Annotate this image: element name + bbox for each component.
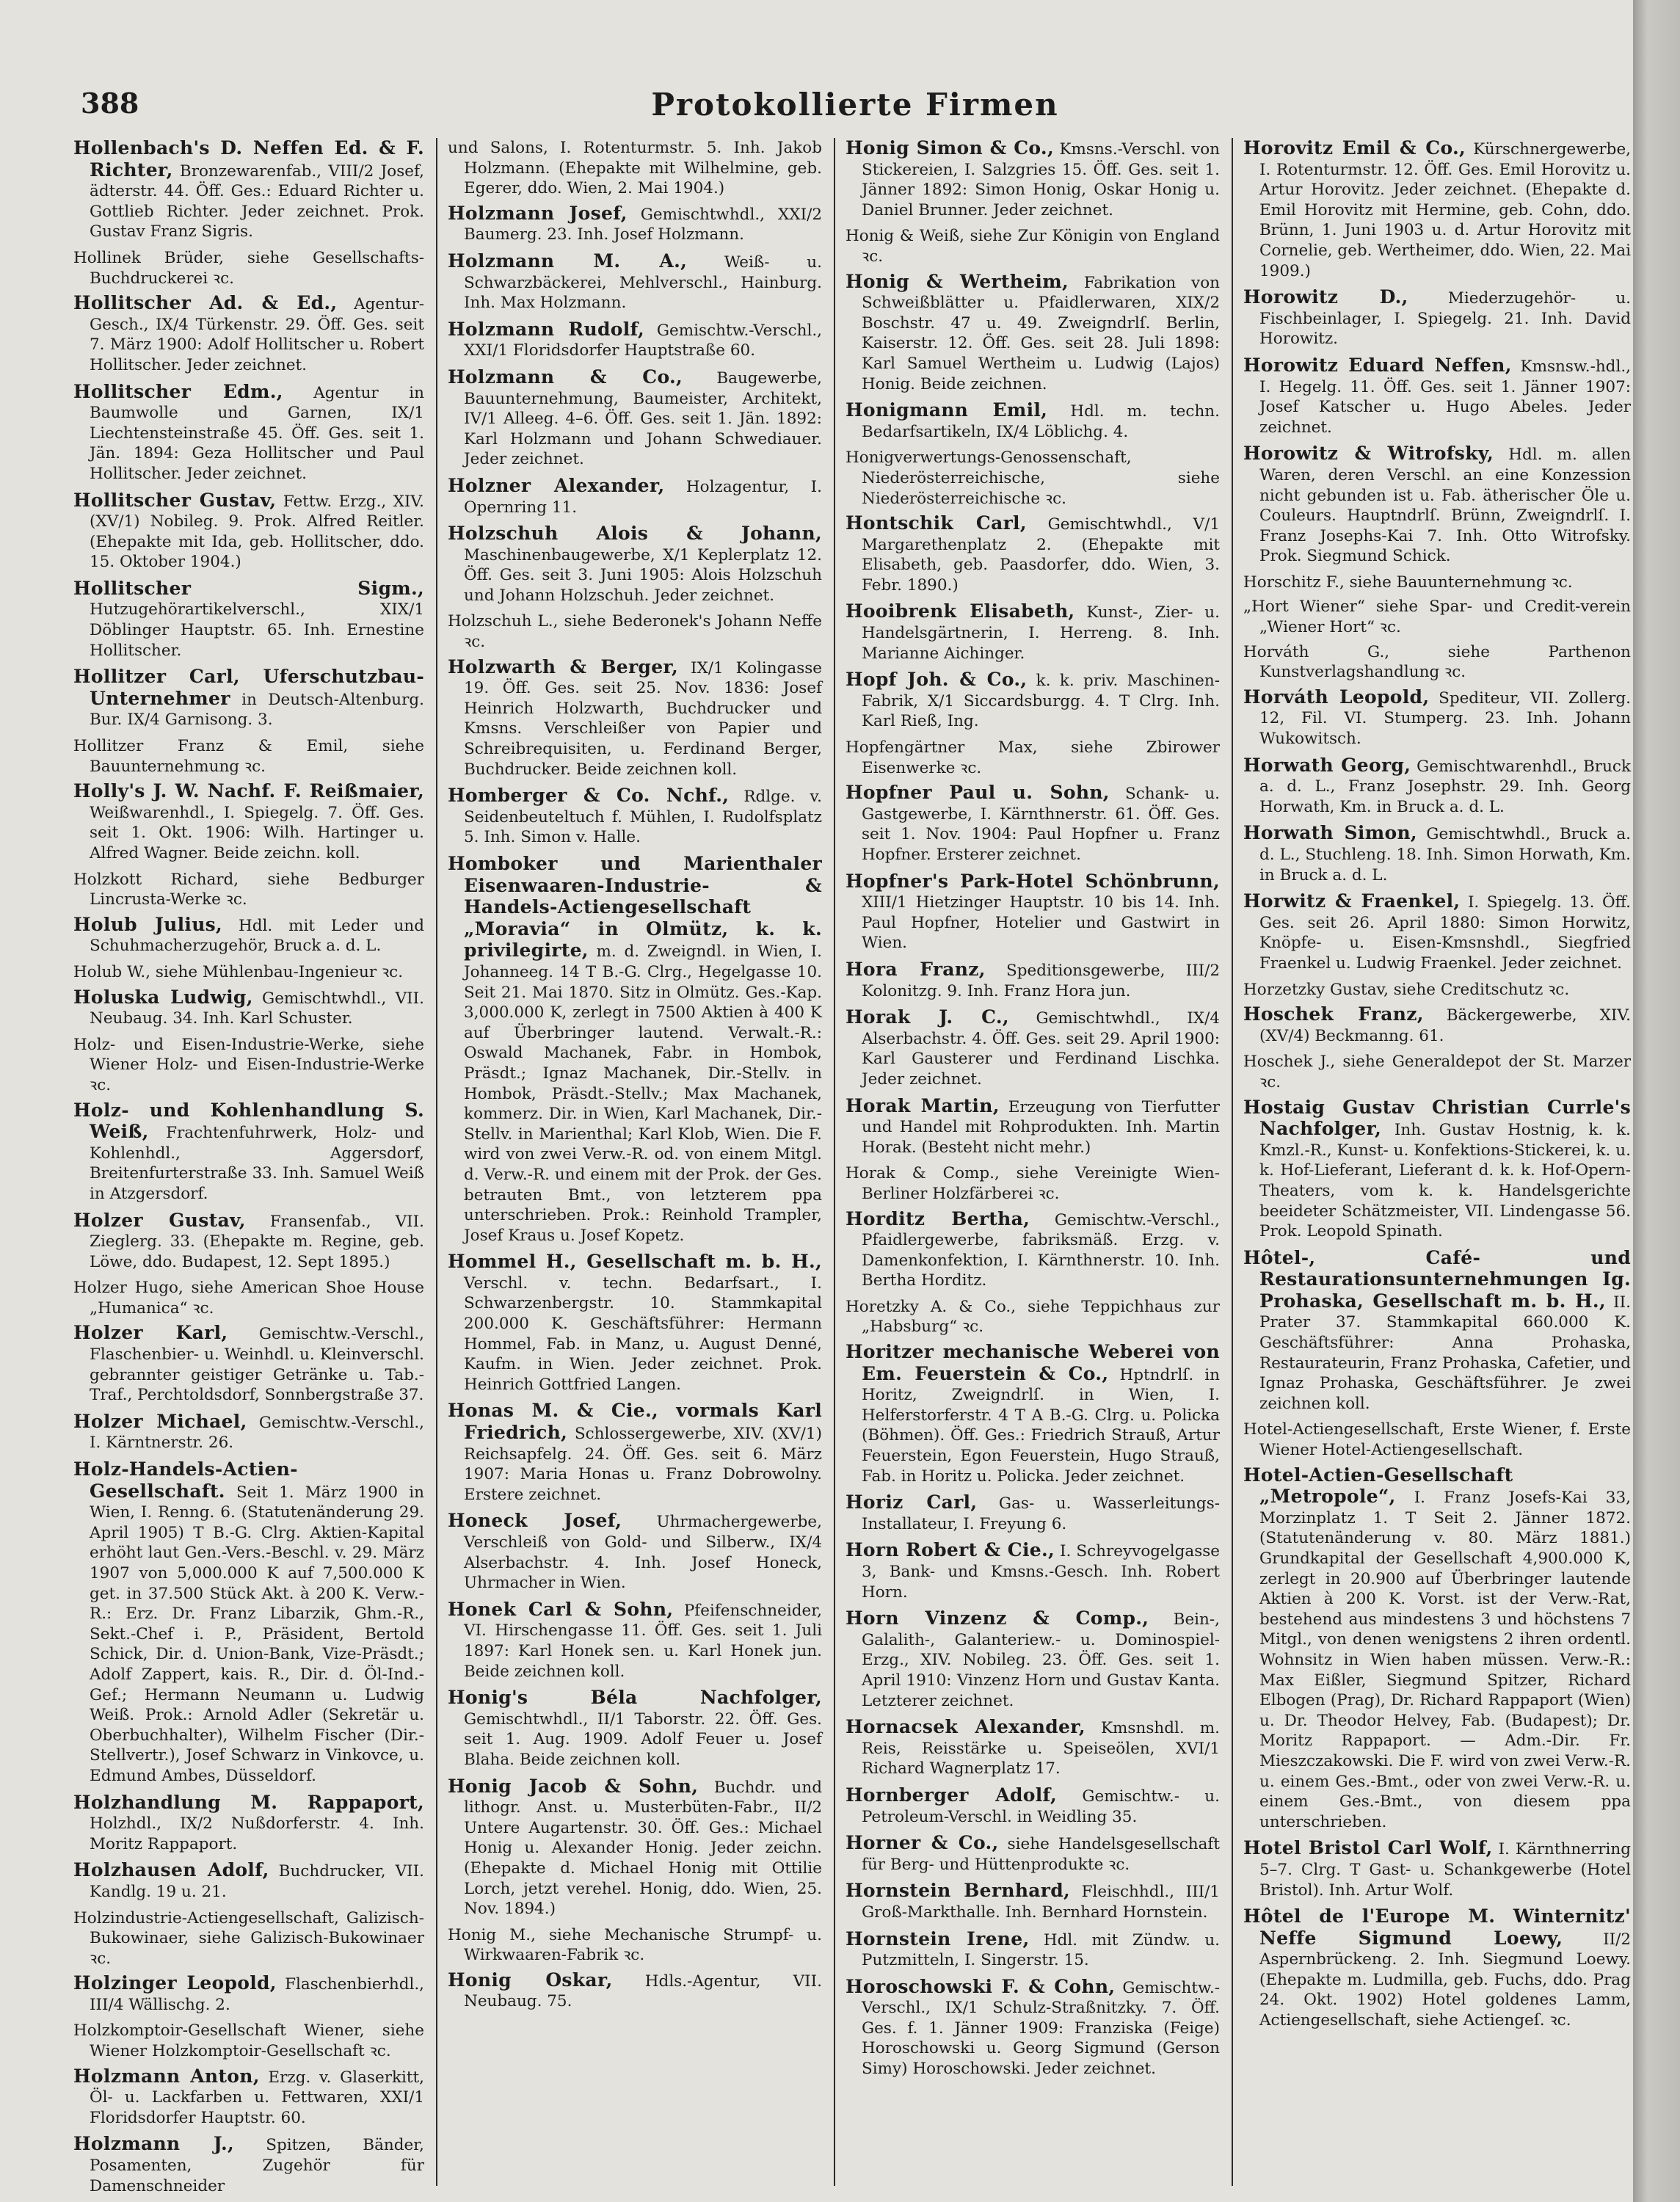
- directory-entry: [846, 601, 1220, 664]
- directory-entry: [448, 1925, 822, 1966]
- firm-name: Hornstein Bernhard,: [846, 1880, 1071, 1902]
- page-title: Protokollierte Firmen: [651, 87, 1059, 123]
- firm-name: Homberger & Co. Nchf.,: [448, 785, 730, 807]
- directory-entry: [846, 1608, 1220, 1711]
- directory-entry: [846, 1785, 1220, 1827]
- entry-text: Holzkott Richard, siehe Bedburger Lincrusta-Werke ꝛc.: [73, 870, 424, 909]
- entry-text: Agentur-Gesch., IX/4 Türkenstr. 29. Öff. Ges. seit 7. März 1900: Adolf Hollitscher u. Robert Hollitscher. Jeder zeichnet.: [90, 295, 424, 374]
- entry-text: Holzagentur, I. Opernring 11.: [464, 477, 822, 517]
- entry-text: Fransenfab., VII. Zieglerg. 33. (Ehepakte m. Regine, geb. Löwe, ddo. Budapest, 12. Sept 1895.): [90, 1212, 424, 1271]
- directory-entry: [846, 1977, 1220, 2079]
- firm-name: Holly's J. W. Nachf. F. Reißmaier,: [73, 780, 424, 802]
- entry-text: Holzindustrie-Actiengesellschaft, Galizisch-Bukowinaer, siehe Galizisch-Bukowinaer ꝛc.: [73, 1908, 424, 1968]
- directory-entry: [1243, 355, 1631, 437]
- firm-name: Horwitz & Fraenkel,: [1243, 890, 1461, 912]
- directory-entry: [73, 736, 424, 777]
- entry-text: m. d. Zweigndl. in Wien, I. Johanneeg. 14 T B.-G. Clrg., Hegelgasse 10. Seit 21. Mai 1870. Sitz in Olmütz. Ges.-Kap. 3,000.000 K, zerlegt in 7500 Aktien à 400 K auf Überbringer lautend. Verwalt.-R.: Oswald Machanek, Fabr. in Hombok, Präsdt.; Ignaz Machanek, Dir.-Stellv. in Hombok, Präsdt.-Stellv.; Max Machanek, kommerz. Dir. in Wien, Karl Machanek, Dir.-Stellv. in Marienthal; Karl Klob, Wien. Die F. wird von zwei Verw.-R. od. von einem Mitgl. d. Verw.-R. und einem mit der Prok. der Ges. betrauten Bmt., von letzterem ppa unterschrieben. Prok.: Reinhold Trampler, Josef Kraus u. Josef Kopetz.: [464, 942, 822, 1245]
- directory-entry: [846, 1540, 1220, 1602]
- directory-entry: [1243, 138, 1631, 281]
- firm-name: Hôtel-, Café- und Restaurationsunternehmungen Ig. Prohaska, Gesellschaft m. b. H.,: [1243, 1246, 1631, 1312]
- directory-entry: [73, 2021, 424, 2061]
- directory-entry: [73, 1860, 424, 1902]
- entry-text: Holzhdl., IX/2 Nußdorferstr. 4. Inh. Moritz Rappaport.: [90, 1814, 424, 1853]
- firm-name: Hollitscher Gustav,: [73, 489, 277, 511]
- firm-name: Hôtel de l'Europe M. Winternitz' Neffe Sigmund Loewy,: [1243, 1905, 1631, 1949]
- entry-text: siehe Handelsgesellschaft für Berg- und Hüttenprodukte ꝛc.: [862, 1835, 1220, 1874]
- entry-text: Schank- u. Gastgewerbe, I. Kärnthnerstr. 61. Öff. Ges. seit 1. Nov. 1904: Paul Hopfner u. Franz Hopfner. Ersterer zeichnet.: [862, 785, 1221, 864]
- directory-entry: [846, 138, 1220, 220]
- entry-text: Holzschuh L., siehe Bederonek's Johann Neffe ꝛc.: [448, 612, 822, 652]
- firm-name: Hooibrenk Elisabeth,: [846, 600, 1075, 622]
- directory-entry: [73, 1210, 424, 1273]
- firm-name: Honig & Wertheim,: [846, 270, 1069, 292]
- directory-entry: [1243, 755, 1631, 818]
- entry-text: Gemischtwhdl., IX/4 Alserbachstr. 4. Öff. Ges. seit 29. April 1900: Karl Gausterer und Ferdinand Lischka. Jeder zeichnet.: [862, 1009, 1220, 1089]
- entry-text: Hdls.-Agentur, VII. Neubaug. 75.: [464, 1972, 822, 2011]
- entry-text: Maschinenbaugewerbe, X/1 Keplerplatz 12. Öff. Ges. seit 3. Juni 1905: Alois Holzschuh und Johann Holzschuh. Jeder zeichnet.: [464, 545, 822, 605]
- directory-entry: [1243, 1097, 1631, 1242]
- entry-text: Bronzewarenfab., VIII/2 Josef, ädterstr. 44. Öff. Ges.: Eduard Richter u. Gottlieb Richter. Jeder zeichnet. Prok. Gustav Franz Sigris.: [90, 161, 424, 241]
- directory-entry: [1243, 891, 1631, 973]
- entry-text: I. Kärnthnerring 5–7. Clrg. T Gast- u. Schankgewerbe (Hotel Bristol). Inh. Artur Wolf.: [1259, 1840, 1631, 1900]
- firm-name: Horiz Carl,: [846, 1491, 978, 1514]
- entry-text: Fabrikation von Schweißblätter u. Pfaidlerwaren, XIX/2 Boschstr. 47 u. 49. Zweigndrlſ. Berlin, Kaiserstr. 12. Öff. Ges. seit 28. Juli 1898: Karl Samuel Wertheim u. Ludwig (Lajos) Honig. Beide zeichnen.: [862, 273, 1220, 393]
- directory-entry: [448, 657, 822, 780]
- firm-name: Horn Vinzenz & Comp.,: [846, 1607, 1149, 1629]
- entry-text: Gemischtw.-Verschl., Pfaidlergewerbe, fabriksmäß. Erzg. v. Damenkonfektion, I. Kärnthnerstr. 10. Inh. Bertha Horditz.: [862, 1210, 1220, 1290]
- directory-entry: [1243, 597, 1631, 637]
- entry-text: Hoschek J., siehe Generaldepot der St. Marzer ꝛc.: [1243, 1053, 1631, 1091]
- entry-text: Horváth G., siehe Parthenon Kunstverlagshandlung ꝛc.: [1243, 642, 1631, 682]
- directory-entry: [846, 871, 1220, 953]
- firm-name: Horak Martin,: [846, 1094, 1000, 1116]
- entry-text: Gemischtw.-Verschl., IX/1 Schulz-Straßnitzky. 7. Öff. Ges. f. 1. Jänner 1909: Franziska (Feige) Horoschowski u. Georg Sigmund (Gerson Simy) Horoschowski. Jeder zeichnet.: [862, 1978, 1220, 2079]
- directory-entry: [1243, 1052, 1631, 1092]
- page-number: 388: [81, 87, 139, 120]
- firm-name: Horoschowski F. & Cohn,: [846, 1975, 1116, 1997]
- column-rule: [436, 138, 437, 2186]
- entry-text: Rdlge. v. Seidenbeuteltuch f. Mühlen, I. Rudolfsplatz 5. Inh. Simon v. Halle.: [464, 788, 822, 847]
- entry-text: Hdl. m. techn. Bedarfsartikeln, IX/4 Löblichg. 4.: [862, 402, 1220, 441]
- entry-text: Flaschenbierhdl., III/4 Wällischg. 2.: [90, 1975, 424, 2014]
- entry-text: I. Schreyvogelgasse 3, Bank- und Kmsns.-Gesch. Inh. Robert Horn.: [862, 1542, 1220, 1602]
- entry-text: Verschl. v. techn. Bedarfsart., I. Schwarzenbergstr. 10. Stammkapital 200.000 K. Geschäftsführer: Hermann Hommel, Fab. in Manz, u. August Denné, Kaufm. in Wien. Jeder zeichnet. Prok. Heinrich Gottfried Langen.: [464, 1273, 822, 1394]
- entry-text: XIII/1 Hietzinger Hauptstr. 10 bis 14. Inh. Paul Hopfner, Hotelier und Gastwirt in Wien.: [862, 893, 1220, 953]
- entry-text: II/2 Aspernbrückeng. 2. Inh. Siegmund Loewy. (Ehepakte m. Ludmilla, geb. Fuchs, ddo. Prag 24. Okt. 1902) Hotel goldenes Lamm, Actiengesellschaft, siehe Actiengeſ. ꝛc.: [1259, 1930, 1631, 2030]
- directory-entry: [73, 962, 424, 983]
- firm-name: Hornberger Adolf,: [846, 1784, 1057, 1806]
- firm-name: Hollitscher Ad. & Ed.,: [73, 292, 338, 314]
- firm-name: Horváth Leopold,: [1243, 686, 1430, 708]
- entry-text: Gemischtwhdl., XXI/2 Baumerg. 23. Inh. Josef Holzmann.: [464, 205, 822, 244]
- entry-text: Fettw. Erzg., XIV. (XV/1) Nobileg. 9. Prok. Alfred Reitler. (Ehepakte mit Ida, geb. Hollitscher, ddo. 15. Oktober 1904.): [90, 492, 424, 572]
- entry-text: Gemischtw.- u. Petroleum-Verschl. in Weidling 35.: [862, 1787, 1220, 1826]
- firm-name: Holzmann Anton,: [73, 2065, 260, 2087]
- directory-entry: [846, 226, 1220, 266]
- firm-name: Hotel-Actien-Gesellschaft „Metropole“,: [1243, 1464, 1513, 1508]
- directory-entry: [1243, 443, 1631, 567]
- entry-text: Horschitz F., siehe Bauunternehmung ꝛc.: [1243, 573, 1573, 592]
- entry-text: Erzg. v. Glaserkitt, Öl- u. Lackfarben u. Fettwaren, XXI/1 Floridsdorfer Hauptstr. 60.: [90, 2068, 424, 2127]
- column-3: [846, 138, 1220, 2186]
- entry-text: Speditionsgewerbe, III/2 Kolonitzg. 9. Inh. Franz Hora jun.: [862, 961, 1220, 1000]
- entry-text: Gemischtwhdl., V/1 Margarethenplatz 2. (Ehepakte mit Elisabeth, geb. Paasdorfer, ddo. Wien, 3. Febr. 1890.): [862, 515, 1220, 595]
- page-header: [81, 87, 1629, 131]
- entry-text: Hdl. m. allen Waren, deren Verschl. an eine Konzession nicht gebunden ist u. Fab. ätherischer Öle u. Couleurs. Hauptndrlſ. Brünn, Zweigndrlſ. I. Franz Josephs-Kai 7. Inh. Otto Witrofsky. Prok. Siegmund Schick.: [1259, 446, 1631, 566]
- firm-name: Honigmann Emil,: [846, 399, 1048, 421]
- firm-name: Hopfner's Park-Hotel Schönbrunn,: [846, 870, 1220, 892]
- directory-entry: [846, 1096, 1220, 1158]
- firm-name: Hornacsek Alexander,: [846, 1716, 1086, 1738]
- directory-entry: [73, 1973, 424, 2015]
- entry-text: Gemischtw.-Verschl., XXI/1 Floridsdorfer Hauptstraße 60.: [464, 321, 823, 360]
- directory-entry: [448, 1251, 822, 1395]
- firm-name: Holzhausen Adolf,: [73, 1859, 269, 1881]
- firm-name: Horowitz Eduard Neffen,: [1243, 354, 1512, 376]
- firm-name: Hostaig Gustav Christian Currle's Nachfolger,: [1243, 1096, 1631, 1140]
- directory-entry: [73, 578, 424, 661]
- firm-name: Hornstein Irene,: [846, 1927, 1030, 1950]
- column-1: [73, 137, 425, 2195]
- directory-entry: [846, 669, 1220, 732]
- entry-text: Hdl. mit Zündw. u. Putzmitteln, I. Singerstr. 15.: [862, 1930, 1220, 1970]
- directory-entry: [846, 738, 1220, 778]
- firm-name: Hontschik Carl,: [846, 512, 1027, 534]
- directory-entry: [448, 203, 822, 245]
- entry-text: Kmsnshdl. m. Reis, Reisstärke u. Speiseölen, XVI/1 Richard Wagnerplatz 17.: [862, 1719, 1221, 1778]
- entry-text: Honig & Weiß, siehe Zur Königin von England ꝛc.: [846, 227, 1220, 266]
- directory-entry: [1243, 1248, 1631, 1414]
- entry-text: Gemischtwhdl., VII. Neubaug. 34. Inh. Karl Schuster.: [90, 989, 424, 1028]
- directory-entry: [1243, 1004, 1631, 1046]
- entry-text: Gas- u. Wasserleitungs-Installateur, I. Freyung 6.: [862, 1494, 1220, 1533]
- entry-text: Buchdrucker, VII. Kandlg. 19 u. 21.: [90, 1862, 425, 1901]
- directory-entry: [1243, 642, 1631, 683]
- firm-name: Hopf Joh. & Co.,: [846, 669, 1028, 691]
- directory-entry: [448, 523, 822, 606]
- entry-text: Erzeugung von Tierfutter und Handel mit Rohprodukten. Inh. Martin Horak. (Besteht nicht mehr.): [862, 1097, 1220, 1157]
- firm-name: Horner & Co.,: [846, 1832, 999, 1854]
- directory-entry: [448, 319, 822, 361]
- directory-entry: [846, 1209, 1220, 1291]
- firm-name: Holzhandlung M. Rappaport,: [73, 1791, 424, 1813]
- directory-entry: [73, 382, 424, 484]
- directory-entry: [448, 1599, 822, 1682]
- directory-entry: [73, 666, 424, 730]
- entry-text: Baugewerbe, Bauunternehmung, Baumeister, Architekt, IV/1 Alleeg. 4–6. Öff. Ges. seit 1. Jän. 1892: Karl Holzmann und Johann Schwediauer. Jeder zeichnet.: [464, 368, 823, 469]
- directory-entry: [73, 1411, 424, 1453]
- entry-text: Hptndrlſ. in Horitz, Zweigndrlſ. in Wien, I. Helferstorferstr. 4 T A B.-G. Clrg. u. Policka (Böhmen). Öff. Ges.: Friedrich Strauß, Artur Feuerstein, Egon Feuerstein, Hugo Strauß, Fab. in Horitz u. Policka. Jeder zeichnet.: [862, 1365, 1220, 1486]
- firm-name: Hora Franz,: [846, 958, 986, 980]
- entry-text: Gemischtw.-Verschl., I. Kärntnerstr. 26.: [90, 1413, 424, 1453]
- directory-entry: [1243, 687, 1631, 749]
- entry-text: Uhrmachergewerbe, Verschleiß von Gold- und Silberw., IX/4 Alserbachstr. 4. Inh. Josef Honeck, Uhrmacher in Wien.: [464, 1513, 822, 1593]
- entry-text: Hotel-Actiengesellschaft, Erste Wiener, f. Erste Wiener Hotel-Actiengesellschaft.: [1243, 1420, 1631, 1460]
- entry-text: Kürschnergewerbe, I. Rotenturmstr. 12. Öff. Ges. Emil Horovitz u. Artur Horovitz. Jeder zeichnet. (Ehepakte d. Emil Horovitz mit Hermine, geb. Cohn, ddo. Brünn, 1. Juni 1903 u. d. Artur Horovitz mit Cornelie, geb. Wertheimer, ddo. Wien, 22. Mai 1909.): [1259, 140, 1632, 280]
- directory-entry: [1243, 573, 1631, 593]
- entry-text: II. Prater 37. Stammkapital 660.000 K. Geschäftsführer: Anna Prohaska, Restaurateurin, Franz Prohaska, Cafetier, und Ignaz Prohaska, Geschäftsführer. Je zwei zeichnen koll.: [1259, 1293, 1631, 1413]
- entry-text: Hopfengärtner Max, siehe Zbirower Eisenwerke ꝛc.: [846, 738, 1220, 777]
- firm-name: Hoschek Franz,: [1243, 1003, 1424, 1025]
- entry-text: Frachtenfuhrwerk, Holz- und Kohlenhdl., Aggersdorf, Breitenfurterstraße 33. Inh. Samuel Weiß in Atzgersdorf.: [90, 1124, 424, 1203]
- entry-text: Inh. Gustav Hostnig, k. k. Kmzl.-R., Kunst- u. Konfektions-Stickerei, k. u. k. Hof-Lieferant, Lieferant d. k. k. Hof-Opern-Theaters, vom k. k. Handelsgerichte beeideter Schätzmeister, VII. Lindengasse 56. Prok. Leopold Spinath.: [1259, 1121, 1631, 1241]
- firm-name: Horowitz D.,: [1243, 286, 1408, 308]
- firm-name: Honas M. & Cie., vormals Karl Friedrich,: [448, 1400, 822, 1444]
- directory-entry: [448, 785, 822, 848]
- entry-text: Holub W., siehe Mühlenbau-Ingenieur ꝛc.: [73, 962, 404, 981]
- firm-name: Holzer Gustav,: [73, 1209, 246, 1231]
- directory-entry: [448, 367, 822, 470]
- directory-entry: [73, 1908, 424, 1969]
- directory-entry: [448, 1687, 822, 1770]
- column-rule: [1232, 138, 1233, 2186]
- directory-entry: [448, 1511, 822, 1593]
- directory-entry: [846, 782, 1220, 865]
- directory-entry: [846, 448, 1220, 509]
- directory-entry: [846, 1007, 1220, 1089]
- firm-name: Holzmann & Co.,: [448, 366, 683, 388]
- firm-name: Hotel Bristol Carl Wolf,: [1243, 1837, 1493, 1859]
- directory-entry: [73, 1035, 424, 1096]
- directory-entry: [73, 2134, 424, 2196]
- directory-entry: [846, 1929, 1220, 1971]
- firm-name: Holzmann M. A.,: [448, 250, 688, 272]
- directory-entry: [73, 248, 424, 288]
- directory-entry: [846, 272, 1220, 395]
- column-4: [1243, 138, 1631, 2186]
- entry-text: Horzetzky Gustav, siehe Creditschutz ꝛc.: [1243, 980, 1570, 999]
- directory-entry: [846, 959, 1220, 1001]
- firm-name: Hollenbach's D. Neffen Ed. & F. Richter,: [73, 137, 424, 181]
- firm-name: Holzwarth & Berger,: [448, 655, 679, 677]
- directory-entry: [448, 854, 822, 1246]
- entry-text: in Deutsch-Altenburg. Bur. IX/4 Garnisong. 3.: [90, 690, 424, 730]
- entry-text: Gemischtwhdl., II/1 Taborstr. 22. Öff. Ges. seit 1. Aug. 1909. Adolf Feuer u. Josef Blaha. Beide zeichnen koll.: [464, 1709, 822, 1769]
- firm-name: Horn Robert & Cie.,: [846, 1539, 1055, 1561]
- directory-entry: [73, 915, 424, 956]
- directory-entry: [73, 2066, 424, 2129]
- firm-name: Homboker und Marienthaler Eisenwaaren-Industrie- & Handels-Actiengesellschaft „Moravia“ in Olmütz, k. k. privilegirte,: [448, 853, 822, 962]
- firm-name: Honeck Josef,: [448, 1510, 622, 1532]
- directory-entry: [73, 1278, 424, 1318]
- entry-text: I. Franz Josefs-Kai 33, Morzinplatz 1. T Seit 2. Jänner 1872. (Statutenänderung v. 80. März 1881.) Grundkapital der Gesellschaft 4,900.000 K, zerlegt in 20.900 auf Überbringer lautende Aktien à 200 K. Vorst. ist der Verw.-Rat, bestehend aus mindestens 3 und höchstens 7 Mitgl., von denen wenigstens 2 ihren ordentl. Wohnsitz in Wien haben müssen. Verw.-R.: Max Eißler, Siegmund Spitzer, Richard Elbogen (Prag), Dr. Richard Rappaport (Wien) u. Dr. Theodor Helvey, Fab. (Budapest); Dr. Moritz Rappaport. — Adm.-Dir. Fr. Mieszczakowski. Die F. wird von zwei Verw.-R. u. einem Ges.-Bmt., oder von zwei Verw.-R. u. einem Ges.-Bmt., von diesem ppa unterschrieben.: [1259, 1489, 1631, 1831]
- firm-name: Horwath Simon,: [1243, 822, 1417, 844]
- directory-entry: [846, 400, 1220, 442]
- directory-entry: [73, 138, 424, 242]
- directory-entry: [1243, 1838, 1631, 1900]
- entry-text: Fleischhdl., III/1 Groß-Markthalle. Inh. Bernhard Hornstein.: [862, 1883, 1220, 1922]
- firm-name: Holzer Karl,: [73, 1322, 228, 1344]
- firm-name: Honek Carl & Sohn,: [448, 1598, 674, 1620]
- directory-entry: [1243, 1420, 1631, 1460]
- directory-entry: [73, 293, 424, 375]
- entry-text: Honigverwertungs-Genossenschaft, Niederösterreichische, siehe Niederösterreichische ꝛc.: [846, 448, 1220, 508]
- entry-text: Kmsns.-Verschl. von Stickereien, I. Salzgries 15. Öff. Ges. seit 1. Jänner 1892: Simon Honig, Oskar Honig u. Daniel Brunner. Jeder zeichnet.: [862, 140, 1220, 219]
- column-2: [448, 138, 822, 2186]
- entry-text: Spitzen, Bänder, Posamenten, Zugehör für Damenschneider: [90, 2136, 425, 2195]
- firm-name: Hommel H., Gesellschaft m. b. H.,: [448, 1251, 822, 1273]
- firm-name: Holub Julius,: [73, 913, 223, 935]
- directory-entry: [73, 1459, 424, 1787]
- directory-entry: [73, 870, 424, 910]
- directory-entry: [73, 781, 424, 863]
- firm-name: Holuska Ludwig,: [73, 986, 253, 1008]
- directory-entry: [1243, 980, 1631, 1000]
- page-edge-shadow: [1633, 0, 1680, 2202]
- firm-name: Honig Oskar,: [448, 1969, 613, 1991]
- firm-name: Holzer Michael,: [73, 1410, 247, 1432]
- directory-entry: [73, 1792, 424, 1855]
- entry-text: Hollinek Brüder, siehe Gesellschafts-Buchdruckerei ꝛc.: [73, 248, 424, 288]
- firm-name: Holzinger Leopold,: [73, 1972, 277, 1994]
- entry-text: Kunst-, Zier- u. Handelsgärtnerin, I. Herreng. 8. Inh. Marianne Aichinger.: [862, 603, 1220, 663]
- firm-name: Holzmann J.,: [73, 2133, 235, 2155]
- firm-name: Horak J. C.,: [846, 1006, 1009, 1028]
- directory-entry: [846, 1297, 1220, 1337]
- directory-entry: [448, 476, 822, 517]
- directory-entry: [1243, 287, 1631, 349]
- firm-name: Horovitz Emil & Co.,: [1243, 137, 1466, 159]
- entry-text: Miederzugehör- u. Fischbeinlager, I. Spiegelg. 21. Inh. David Horowitz.: [1259, 289, 1631, 349]
- directory-columns: [73, 137, 1632, 2195]
- directory-entry: [73, 987, 424, 1029]
- directory-entry: [1243, 1906, 1631, 2031]
- entry-text: Hdl. mit Leder und Schuhmacherzugehör, Bruck a. d. L.: [90, 916, 425, 956]
- directory-entry: [846, 1492, 1220, 1534]
- firm-name: Hollitscher Sigm.,: [73, 577, 424, 599]
- firm-name: Horwath Georg,: [1243, 754, 1411, 776]
- entry-text: Holzer Hugo, siehe American Shoe House „Humanica“ ꝛc.: [73, 1279, 424, 1318]
- entry-text: Honig M., siehe Mechanische Strumpf- u. Wirkwaaren-Fabrik ꝛc.: [448, 1925, 822, 1965]
- entry-text: Horetzky A. & Co., siehe Teppichhaus zur „Habsburg“ ꝛc.: [846, 1297, 1220, 1337]
- entry-text: I. Spiegelg. 13. Öff. Ges. seit 26. April 1880: Simon Horwitz, Knöpfe- u. Eisen-Kmsnshdl., Siegfried Fraenkel u. Ludwig Fraenkel. Jeder zeichnet.: [1259, 893, 1631, 973]
- entry-text: Holz- und Eisen-Industrie-Werke, siehe Wiener Holz- und Eisen-Industrie-Werke ꝛc.: [73, 1035, 424, 1094]
- firm-name: Hopfner Paul u. Sohn,: [846, 782, 1110, 804]
- entry-text: IX/1 Kolingasse 19. Öff. Ges. seit 25. Nov. 1836: Josef Heinrich Holzwarth, Buchdrucker und Kmsns. Verschleißer von Papier und Schreibrequisiten, u. Ferdinand Berger, Buchdrucker. Beide zeichnen koll.: [464, 658, 823, 779]
- directory-entry: [448, 251, 822, 313]
- entry-text: und Salons, I. Rotenturmstr. 5. Inh. Jakob Holzmann. (Ehepakte mit Wilhelmine, geb. Egerer, ddo. Wien, 2. Mai 1904.): [448, 139, 822, 198]
- entry-text: Bein-, Galalith-, Galanteriew.- u. Dominospiel-Erzg., XIV. Nobileg. 23. Öff. Ges. seit 1. April 1910: Vinzenz Horn und Gustav Kanta. Letzterer zeichnet.: [862, 1610, 1220, 1710]
- directory-entry: [1243, 1465, 1631, 1833]
- entry-text: Gemischtwarenhdl., Bruck a. d. L., Franz Josephstr. 29. Inh. Georg Horwath, Km. in Bruck a. d. L.: [1259, 757, 1631, 816]
- entry-text: Spediteur, VII. Zollerg. 12, Fil. VI. Stumperg. 23. Inh. Johann Wukowitsch.: [1259, 688, 1631, 749]
- directory-entry: [73, 490, 424, 573]
- firm-name: Horditz Bertha,: [846, 1207, 1030, 1229]
- directory-entry: [846, 1881, 1220, 1922]
- entry-text: „Hort Wiener“ siehe Spar- und Credit-verein „Wiener Hort“ ꝛc.: [1243, 597, 1631, 637]
- firm-name: Holzmann Josef,: [448, 202, 628, 224]
- firm-name: Honig Simon & Co.,: [846, 137, 1054, 159]
- firm-name: Holzschuh Alois & Johann,: [448, 523, 822, 545]
- directory-entry: [846, 1163, 1220, 1204]
- directory-entry: [448, 1400, 822, 1505]
- entry-text: Bäckergewerbe, XIV. (XV/4) Beckmanng. 61.: [1259, 1006, 1631, 1045]
- entry-text: Horak & Comp., siehe Vereinigte Wien-Berliner Holzfärberei ꝛc.: [846, 1164, 1220, 1203]
- firm-name: Holzner Alexander,: [448, 474, 665, 496]
- firm-name: Honig's Béla Nachfolger,: [448, 1687, 822, 1709]
- entry-text: Hollitzer Franz & Emil, siehe Bauunternehmung ꝛc.: [73, 737, 424, 776]
- entry-text: Kmsnsw.-hdl., I. Hegelg. 11. Öff. Ges. seit 1. Jänner 1907: Josef Katscher u. Hugo Abeles. Jeder zeichnet.: [1259, 357, 1631, 437]
- directory-entry: [73, 1323, 424, 1405]
- firm-name: Holz- und Kohlenhandlung S. Weiß,: [73, 1099, 424, 1143]
- directory-entry: [448, 138, 822, 199]
- entry-text: Weiß- u. Schwarzbäckerei, Mehlverschl., Hainburg. Inh. Max Holzmann.: [464, 252, 822, 313]
- firm-name: Holzmann Rudolf,: [448, 318, 645, 340]
- firm-name: Holz-Handels-Actien-Gesellschaft.: [73, 1458, 298, 1502]
- firm-name: Hollitzer Carl, Uferschutzbau-Unternehmer: [73, 666, 424, 709]
- entry-text: k. k. priv. Maschinen-Fabrik, X/1 Siccardsburgg. 4. T Clrg. Inh. Karl Rieß, Ing.: [862, 672, 1220, 731]
- directory-entry: [846, 513, 1220, 595]
- directory-entry: [1243, 823, 1631, 885]
- directory-entry: [73, 1100, 424, 1204]
- directory-entry: [846, 1342, 1220, 1486]
- directory-entry: [846, 1717, 1220, 1779]
- entry-text: Hutzugehörartikelverschl., XIX/1 Döblinger Hauptstr. 65. Inh. Ernestine Hollitscher.: [90, 600, 424, 660]
- entry-text: Gemischtw.-Verschl., Flaschenbier- u. Weinhdl. u. Kleinverschl. gebrannter geistiger Getränke u. Tab.-Traf., Perchtoldsdorf, Sonnbergstraße 37.: [90, 1325, 425, 1405]
- firm-name: Horowitz & Witrofsky,: [1243, 443, 1494, 465]
- entry-text: Gemischtwhdl., Bruck a. d. L., Stuchleng. 18. Inh. Simon Horwath, Km. in Bruck a. d. L.: [1259, 825, 1631, 884]
- directory-entry: [448, 1776, 822, 1919]
- firm-name: Horitzer mechanische Weberei von Em. Feuerstein & Co.,: [846, 1341, 1220, 1384]
- directory-entry: [448, 1970, 822, 2012]
- firm-name: Honig Jacob & Sohn,: [448, 1775, 699, 1797]
- directory-entry: [846, 1833, 1220, 1875]
- column-rule: [834, 138, 835, 2186]
- entry-text: Buchdr. und lithogr. Anst. u. Musterbüten-Fabr., II/2 Untere Augartenstr. 30. Öff. Ges.: Michael Honig u. Alexander Honig. Jeder zeichn. (Ehepakte d. Michael Honig mit Ottilie Lorch, jetzt verehel. Honig, ddo. Wien, 25. Nov. 1894.): [464, 1778, 822, 1919]
- entry-text: Holzkomptoir-Gesellschaft Wiener, siehe Wiener Holzkomptoir-Gesellschaft ꝛc.: [73, 2021, 424, 2061]
- entry-text: Weißwarenhdl., I. Spiegelg. 7. Öff. Ges. seit 1. Okt. 1906: Wilh. Hartinger u. Alfred Wagner. Beide zeichn. koll.: [90, 803, 424, 862]
- firm-name: Hollitscher Edm.,: [73, 380, 283, 402]
- entry-text: Agentur in Baumwolle und Garnen, IX/1 Liechtensteinstraße 45. Öff. Ges. seit 1. Jän. 1894: Geza Hollitscher und Paul Hollitscher. Jeder zeichnet.: [90, 383, 424, 483]
- entry-text: Pfeifenschneider, VI. Hirschengasse 11. Öff. Ges. seit 1. Juli 1897: Karl Honek sen. u. Karl Honek jun. Beide zeichnen koll.: [464, 1601, 822, 1681]
- directory-entry: [448, 611, 822, 652]
- entry-text: Seit 1. März 1900 in Wien, I. Renng. 6. (Statutenänderung 29. April 1905) T B.-G. Clrg. Aktien-Kapital erhöht laut Gen.-Vers.-Beschl. v. 29. März 1907 von 5,000.000 K auf 7,500.000 K get. in 37.500 Stück Akt. à 200 K. Verw.-R.: Erz. Dr. Franz Libarzik, Ghm.-R., Sekt.-Chef i. P., Präsident, Bertold Schick, Dir. d. Union-Bank, Vize-Präsdt.; Adolf Zappert, kais. R., Dir. d. Öl-Ind.-Gef.; Hermann Neumann u. Ludwig Weiß. Prok.: Arnold Adler (Sekretär u. Oberbuchhalter), Wilhelm Fischer (Dir.-Stellvertr.), Josef Schwarz in Vinkovce, u. Edmund Ambes, Düsseldorf.: [90, 1483, 424, 1785]
- entry-text: Schlossergewerbe, XIV. (XV/1) Reichsapfelg. 24. Öff. Ges. seit 6. März 1907: Maria Honas u. Franz Dobrowolny. Erstere zeichnet.: [464, 1425, 822, 1504]
